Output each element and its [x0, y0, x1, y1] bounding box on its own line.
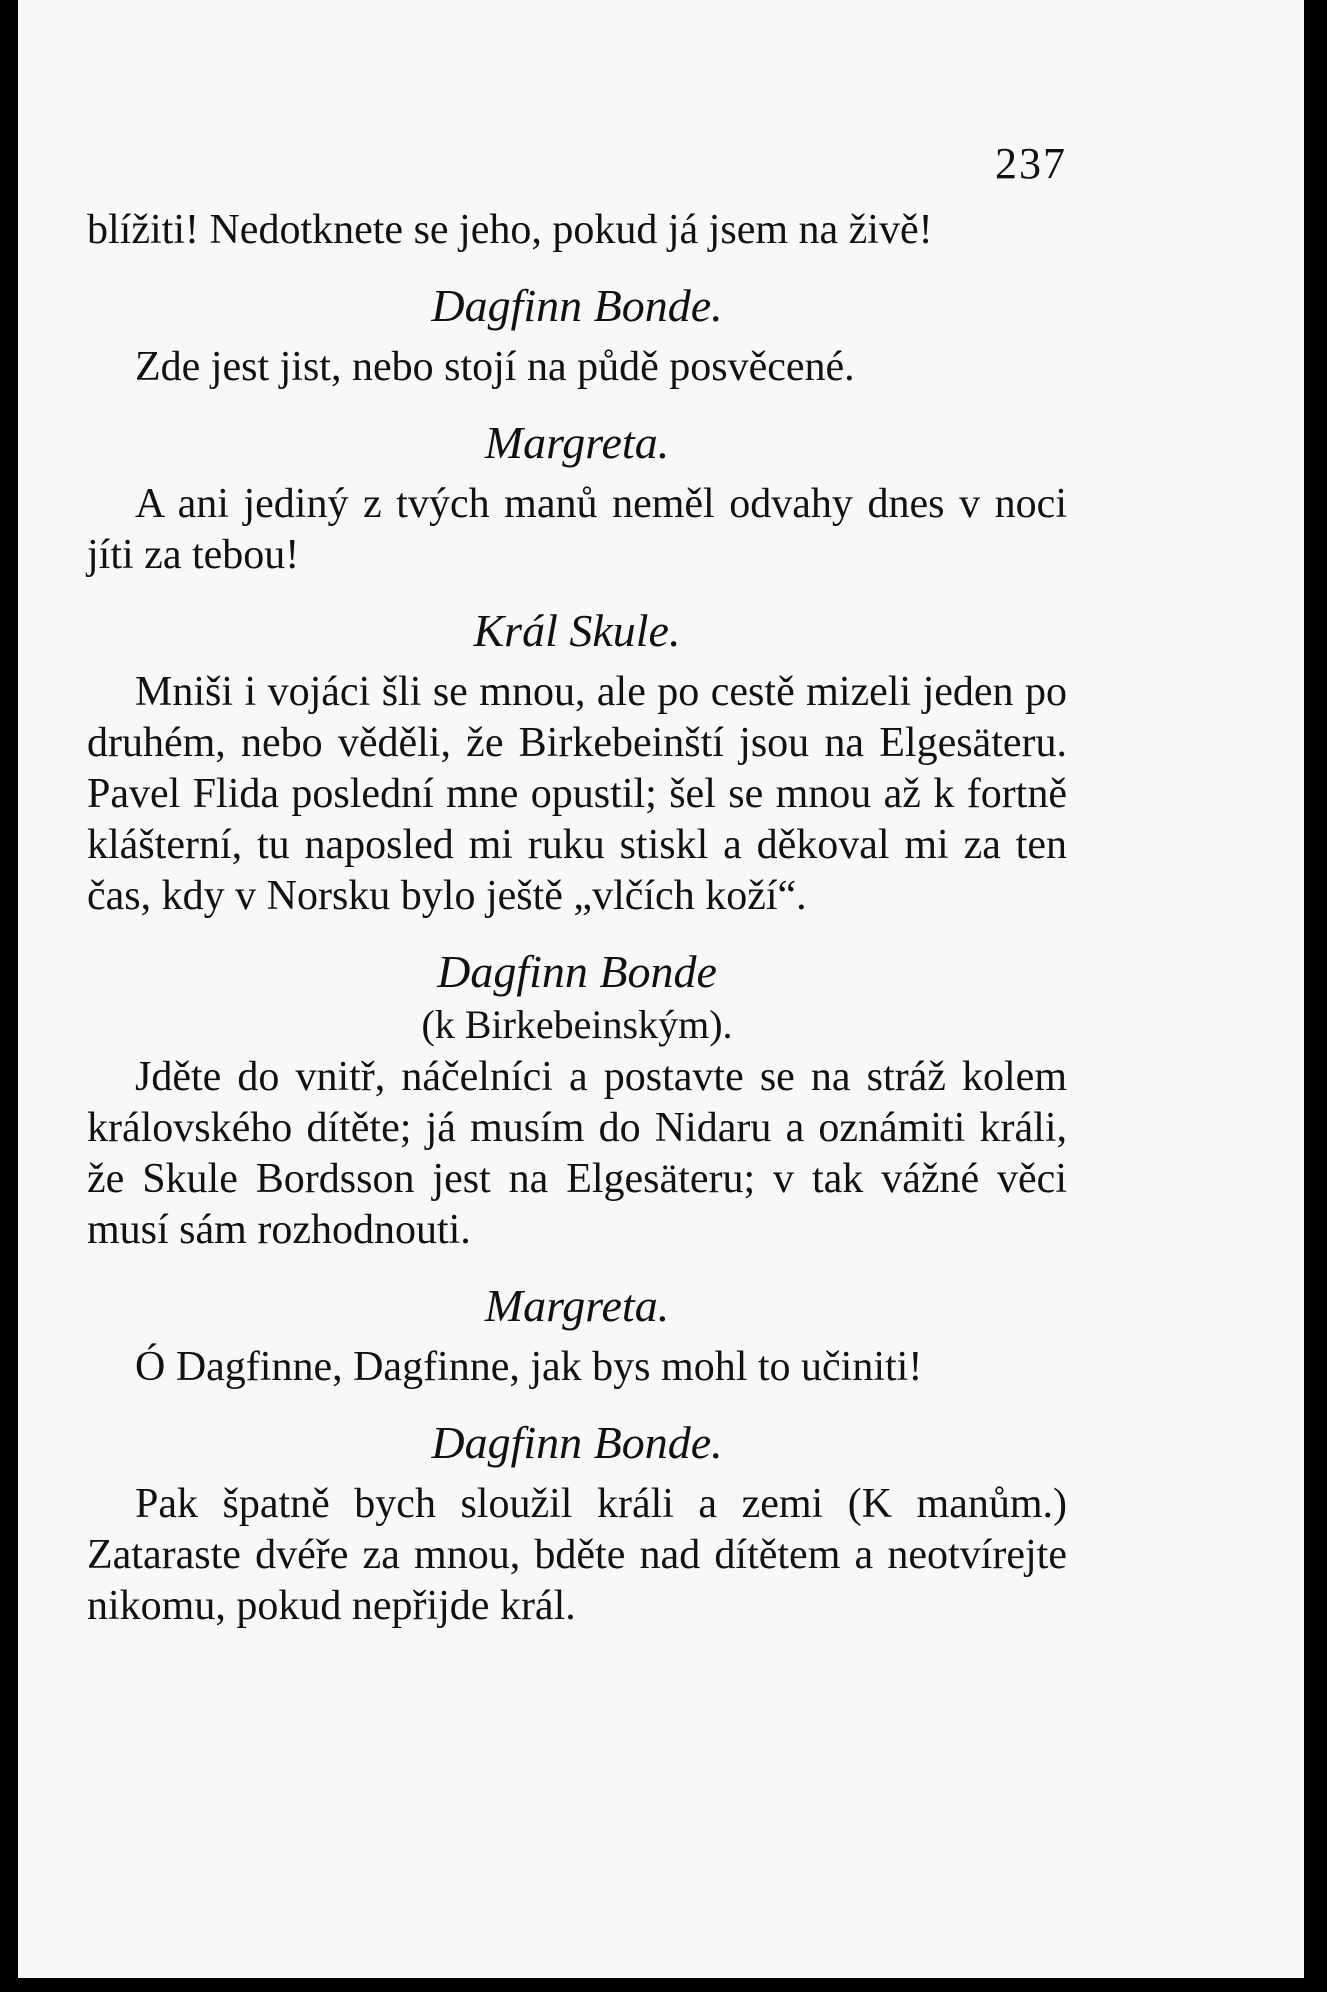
speaker-name: Dagfinn Bonde.: [431, 280, 723, 331]
dialogue-line: Ó Dagfinne, Dagfinne, jak bys mohl to učiniti!: [135, 1344, 923, 1390]
speaker-name: Král Skule.: [473, 605, 681, 656]
dialogue-line: blížiti! Nedotknete se jeho, pokud já jsem na živě!: [87, 207, 933, 253]
left-border: [0, 0, 14, 1992]
dialogue-line: Mniši i vojáci šli se mnou, ale po cestě mizeli jeden po druhém, nebo věděli, že Birkebeinští jsou na Elgesäteru. Pavel Flida poslední mne opustil; šel se mnou až k fortně klášterní, tu naposled mi ruku stiskl a děkoval mi za ten čas, kdy v Norsku bylo ještě „vlčích koží“.: [87, 669, 1067, 919]
speaker-name: Margreta.: [484, 1280, 670, 1331]
page-content: [87, 205, 1067, 1632]
speaker-name: Margreta.: [484, 417, 670, 468]
page-number: 237: [995, 139, 1067, 188]
dialogue-line: A ani jediný z tvých manů neměl odvahy dnes v noci jíti za tebou!: [87, 481, 1067, 578]
dialogue-line: Jděte do vnitř, náčelníci a postavte se na stráž kolem královského dítěte; já musím do Nidaru a oznámiti králi, že Skule Bordsson jest na Elgesäteru; v tak vážné věci musí sám rozhodnouti.: [87, 1054, 1067, 1253]
speaker-name: Dagfinn Bonde: [437, 946, 717, 997]
stage-direction: (k Birkebeinským).: [421, 1002, 733, 1047]
dialogue-line: Zde jest jist, nebo stojí na půdě posvěcené.: [135, 344, 855, 390]
book-page: [18, 0, 1304, 1978]
right-border: [1304, 0, 1327, 1992]
dialogue-line: Pak špatně bych sloužil králi a zemi (K manům.) Zataraste dvéře za mnou, bděte nad dítětem a neotvírejte nikomu, pokud nepřijde král.: [87, 1481, 1067, 1629]
speaker-name: Dagfinn Bonde.: [431, 1417, 723, 1468]
